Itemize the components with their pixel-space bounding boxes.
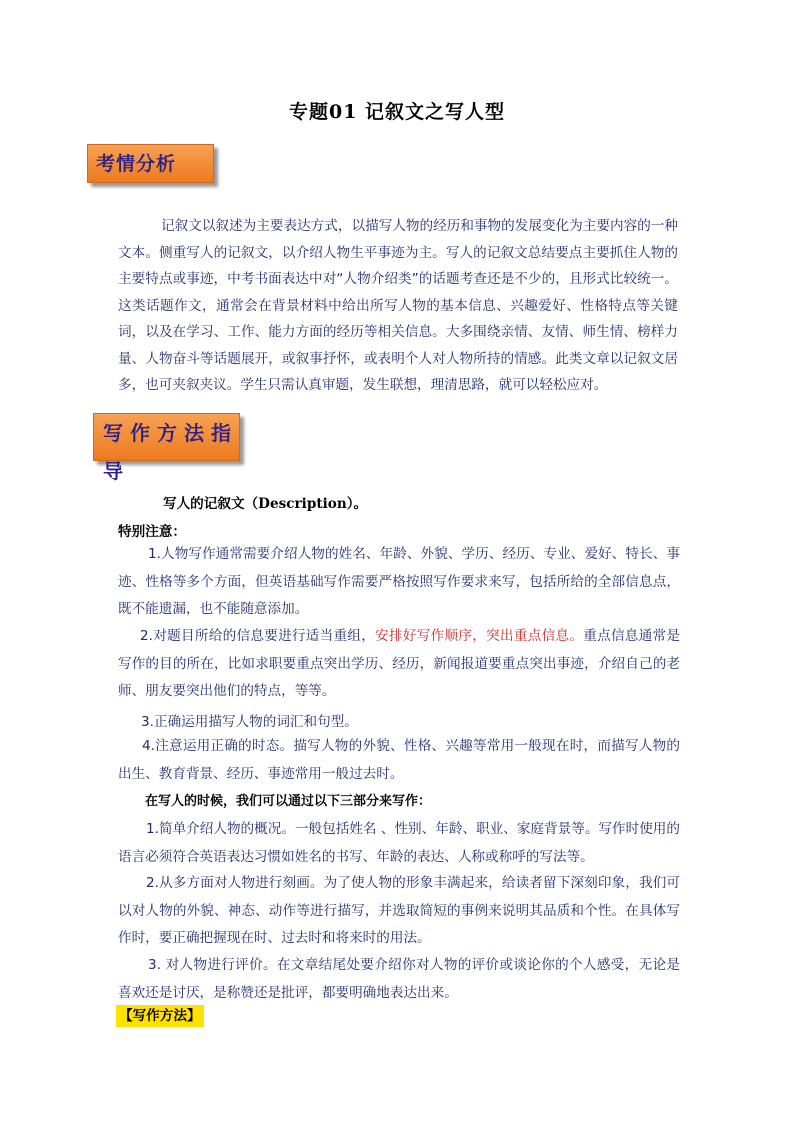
three-parts-heading: 在写人的时候，我们可以通过以下三部分来写作： — [145, 794, 432, 809]
note-item-2-highlight: 安排好写作顺序，突出重点信息。 — [375, 628, 584, 644]
description-heading: 写人的记叙文（Description）。 — [163, 496, 368, 512]
note-item-2-text-b: 重点信息通常是写作的目的所在，比如求职要重点突出学历、经历，新闻报道要重点突出事迹，介绍自己的老师、朋友要突出他们的特点，等等。 — [118, 628, 681, 699]
part-item-2: 2.从多方面对人物进行刻画。为了使人物的形象丰满起来，给读者留下深刻印象，我们可以对人物的外貌、神态、动作等进行描写，并选取简短的事例来说明其品质和个性。在具体写作时，要正确把握现在时、过去时和将来时的用法。 — [118, 875, 680, 946]
section-banner-method: 写作方法指导 — [93, 413, 240, 461]
note-item-4: 4.注意运用正确的时态。描写人物的外貌、性格、兴趣等常用一般现在时，而描写人物的出生、教育背景、经历、事迹常用一般过去时。 — [118, 738, 680, 782]
note-item-3: 3.正确运用描写人物的词汇和句型。 — [141, 714, 358, 730]
part-item-3: 3. 对人物进行评价。在文章结尾处要介绍你对人物的评价或谈论你的个人感受，无论是喜欢还是讨厌，是称赞还是批评，都要明确地表达出来。 — [118, 957, 680, 1001]
section-banner-analysis: 考情分析 — [87, 144, 214, 183]
note-item-2-text-a: 2.对题目所给的信息要进行适当重组， — [140, 628, 376, 644]
writing-method-tag: 【写作方法】 — [116, 1005, 204, 1027]
part-item-1: 1.简单介绍人物的概况。一般包括姓名 、性别、年龄、职业、家庭背景等。写作时使用的语言必须符合英语表达习惯如姓名的书写、年龄的表达、人称或称呼的写法等。 — [118, 821, 680, 865]
attention-label: 特别注意： — [118, 524, 186, 540]
page-title: 专题01 记叙文之写人型 — [288, 101, 506, 123]
note-item-2 — [118, 623, 680, 706]
intro-paragraph: 记叙文以叙述为主要表达方式，以描写人物的经历和事物的发展变化为主要内容的一种文本。侧重写人的记叙文，以介绍人物生平事迹为主。写人的记叙文总结要点主要抓住人物的主要特点或事迹，中考书面表达中对“人物介绍类”的话题考查还是不少的，且形式比较统一。这类话题作文，通常会在背景材料中给出所写人物的基本信息、兴趣爱好、性格特点等关键词，以及在学习、工作、能力方面的经历等相关信息。大多围绕亲情、友情、师生情、榜样力量、人物奋斗等话题展开，或叙事抒怀，或表明个人对人物所持的情感。此类文章以记叙文居多，也可夹叙夹议。学生只需认真审题，发生联想，理清思路，就可以轻松应对。 — [118, 218, 678, 393]
note-item-1: 1.人物写作通常需要介绍人物的姓名、年龄、外貌、学历、经历、专业、爱好、特长、事迹、性格等多个方面，但英语基础写作需要严格按照写作要求来写，包括所给的全部信息点，既不能遗漏，也不能随意添加。 — [118, 546, 680, 617]
